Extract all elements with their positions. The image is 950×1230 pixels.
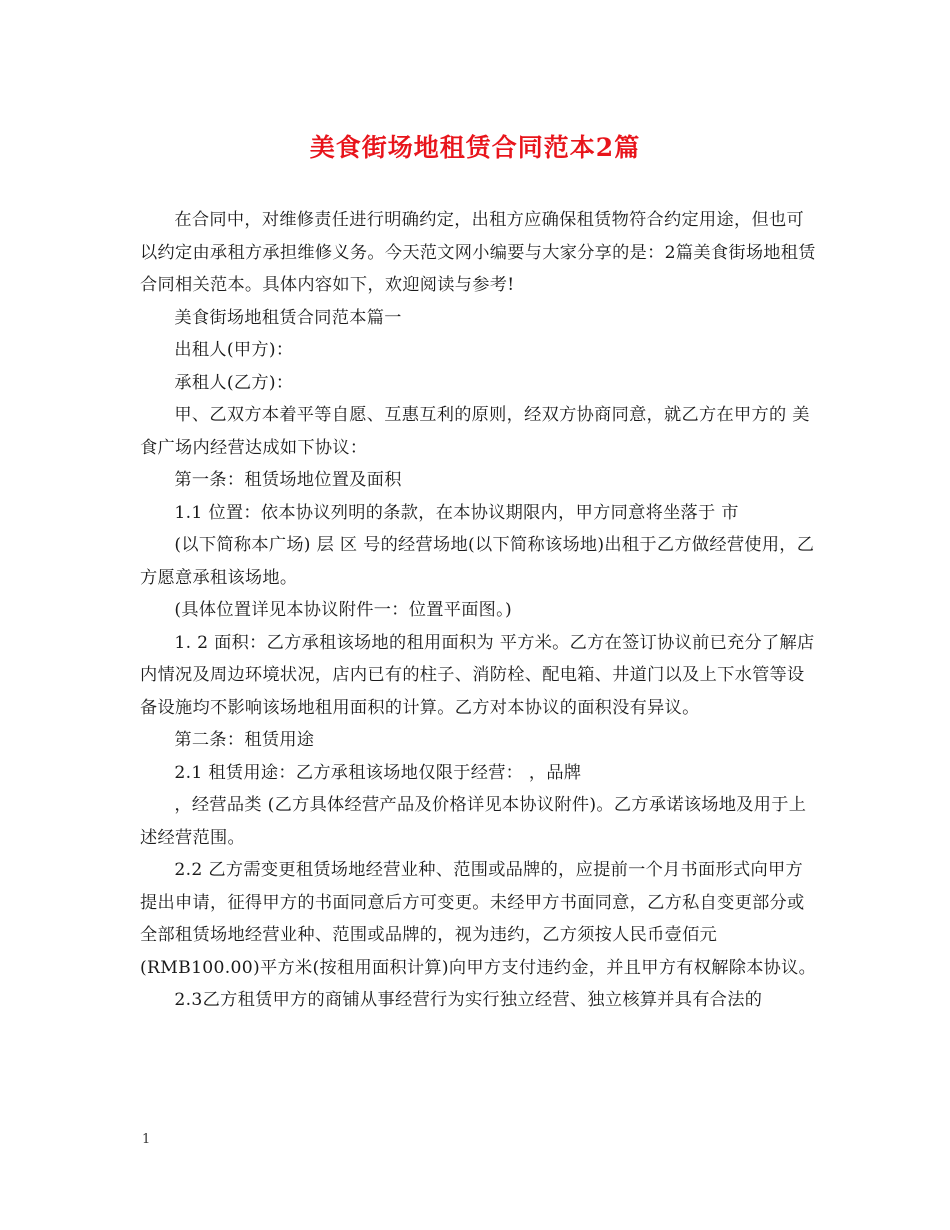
paragraph: (具体位置详见本协议附件一：位置平面图。) [174, 600, 513, 620]
paragraph: ，经营品类 (乙方具体经营产品及价格详见本协议附件)。乙方承诺该场地及用于上述经营范围。 [140, 795, 807, 848]
paragraph: 在合同中，对维修责任进行明确约定，出租方应确保租赁物符合约定用途，但也可以约定由承租方承担维修义务。今天范文网小编要与大家分享的是：2篇美食街场地租赁合同相关范本。具体内容如下，欢迎阅读与参考! [140, 210, 816, 295]
paragraph: 第一条：租赁场地位置及面积 [174, 470, 402, 490]
paragraph: 2.1 租赁用途：乙方承租该场地仅限于经营： ，品牌 [174, 762, 582, 783]
paragraph: 甲、乙双方本着平等自愿、互惠互利的原则，经双方协商同意，就乙方在甲方的 美食广场内经营达成如下协议： [140, 405, 810, 458]
paragraph: 2.2 乙方需变更租赁场地经营业种、范围或品牌的，应提前一个月书面形式向甲方提出申请，征得甲方的书面同意后方可变更。未经甲方书面同意，乙方私自变更部分或全部租赁场地经营业种、范围或品牌的，视为违约，乙方须按人民币壹佰元(RMB100.00)平方米(按租用面积计算)向甲方支付违约金，并且甲方有权解除本协议。 [140, 860, 817, 978]
paragraph: 1.1 位置：依本协议列明的条款，在本协议期限内，甲方同意将坐落于 市 [174, 502, 739, 523]
paragraph: 第二条：租赁用途 [174, 730, 315, 750]
paragraph: 1. 2 面积：乙方承租该场地的租用面积为 平方米。乙方在签订协议前已充分了解店内情况及周边环境状况，店内已有的柱子、消防栓、配电箱、井道门以及上下水管等设备设施均不影响该场地租用面积的计算。乙方对本协议的面积没有异议。 [140, 632, 815, 718]
document-title: 美食街场地租赁合同范本2篇 [309, 133, 641, 162]
page-number: 1 [142, 1132, 151, 1147]
paragraph: (以下简称本广场) 层 区 号的经营场地(以下简称该场地)出租于乙方做经营使用，乙方愿意承租该场地。 [140, 535, 815, 588]
paragraph: 出租人(甲方)： [174, 340, 294, 360]
paragraph: 美食街场地租赁合同范本篇一 [174, 307, 402, 328]
document-body [140, 204, 818, 1017]
paragraph: 2.3乙方租赁甲方的商铺从事经营行为实行独立经营、独立核算并具有合法的 [174, 990, 763, 1010]
paragraph: 承租人(乙方)： [174, 372, 294, 393]
